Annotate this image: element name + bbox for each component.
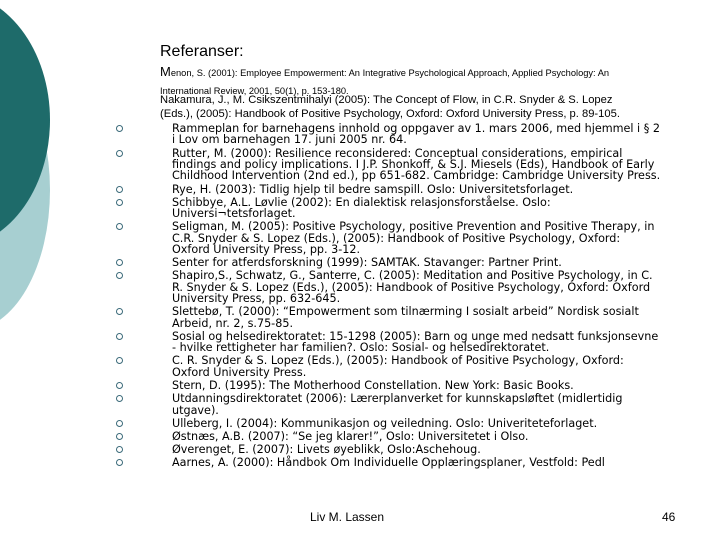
reference-item xyxy=(172,355,692,378)
reference-line: Oxford University Press. xyxy=(172,365,307,379)
reference-item xyxy=(172,184,692,195)
reference-item xyxy=(172,444,692,455)
header-ref-line: International Review, 2001, 50(1), p. 153-180. xyxy=(160,86,349,96)
footer-author: Liv M. Lassen xyxy=(310,510,385,524)
reference-line: Slettebø, T. (2000): “Empowerment som tilnærming I sosialt arbeid” Nordisk sosialt xyxy=(172,305,639,319)
reference-item xyxy=(172,418,692,429)
reference-line: utgave). xyxy=(172,403,219,417)
reference-line: Øverenget, E. (2007): Livets øyeblikk, Oslo:Aschehoug. xyxy=(172,443,481,457)
reference-line: C.R. Snyder & S. Lopez (Eds.), (2005): Handbook of Positive Psychology, Oxford: xyxy=(172,231,621,245)
circle-bullet-icon xyxy=(116,382,123,389)
slide-title: Referanser: xyxy=(160,43,244,60)
reference-item xyxy=(172,148,692,182)
header-ref-line: (Eds.), (2005): Handbook of Positive Psychology, Oxford: Oxford University Press, p. 89-105. xyxy=(160,108,620,120)
reference-line: Childhood Intervention (2nd ed.), pp 651-682. Cambridge: Cambridge University Press. xyxy=(172,169,661,183)
reference-line: Rammeplan for barnehagens innhold og oppgaver av 1. mars 2006, med hjemmel i § 2 xyxy=(172,122,660,135)
reference-item xyxy=(172,331,692,354)
header-ref-line: Menon, S. (2001): Employee Empowerment: An Integrative Psychological Approach, Applied Psychology: An xyxy=(160,64,610,79)
decorative-circles xyxy=(0,0,150,540)
reference-item xyxy=(172,221,692,255)
reference-line: University Press, pp. 632-645. xyxy=(172,292,341,306)
reference-item xyxy=(172,393,692,416)
reference-line: Aarnes, A. (2000): Håndbok Om Individuelle Opplæringsplaner, Vestfold: Pedl xyxy=(172,456,605,470)
reference-line: Universi¬tetsforlaget. xyxy=(172,207,296,221)
reference-line: Rutter, M. (2000): Resilience reconsidered: Conceptual considerations, empirical xyxy=(172,146,623,160)
circle-bullet-icon xyxy=(116,199,123,206)
circle-bullet-icon xyxy=(116,420,123,427)
reference-line: R. Snyder & S. Lopez (Eds.), (2005): Handbook of Positive Psychology, Oxford: Oxford xyxy=(172,280,651,294)
reference-item xyxy=(172,270,692,304)
circle-bullet-icon xyxy=(116,186,123,193)
reference-line: Ulleberg, I. (2004): Kommunikasjon og veiledning. Oslo: Univeriteteforlaget. xyxy=(172,416,598,430)
reference-line: Oxford University Press, pp. 3-12. xyxy=(172,243,361,257)
reference-line: Utdanningsdirektoratet (2006): Lærerplanverket for kunnskapsløftet (midlertidig xyxy=(172,392,623,406)
reference-line: i Lov om barnehagen 17. juni 2005 nr. 64. xyxy=(172,133,407,147)
reference-item xyxy=(172,431,692,442)
circle-bullet-icon xyxy=(116,125,123,132)
reference-line: Senter for atferdsforskning (1999): SAMTAK. Stavanger: Partner Print. xyxy=(172,256,562,270)
circle-bullet-icon xyxy=(116,150,123,157)
circle-bullet-icon xyxy=(116,333,123,340)
reference-line: Stern, D. (1995): The Motherhood Constellation. New York: Basic Books. xyxy=(172,379,574,393)
reference-line: C. R. Snyder & S. Lopez (Eds.), (2005): Handbook of Positive Psychology, Oxford: xyxy=(172,354,624,368)
reference-line: Østnæs, A.B. (2007): “Se jeg klarer!”, Oslo: Universitetet i Olso. xyxy=(172,429,529,443)
reference-item xyxy=(172,457,692,468)
header-ref-line: Nakamura, J., M. Csikszentmihalyi (2005): The Concept of Flow, in C.R. Snyder & S. Lopez xyxy=(160,94,613,106)
reference-line: - hvilke rettigheter har familien?. Oslo: Sosial- og helsedirektoratet. xyxy=(172,341,550,355)
reference-line: Shapiro,S., Schwatz, G., Santerre, C. (2005): Meditation and Positive Psychology, in C. xyxy=(172,269,653,283)
reference-line: Sosial og helsedirektoratet: 15-1298 (2005): Barn og unge med nedsatt funksjonsevne xyxy=(172,329,659,343)
circle-bullet-icon xyxy=(116,446,123,453)
page-number: 46 xyxy=(662,510,676,524)
reference-item xyxy=(172,380,692,391)
reference-item xyxy=(172,123,692,146)
reference-list xyxy=(172,123,692,470)
circle-bullet-icon xyxy=(116,433,123,440)
reference-item xyxy=(172,306,692,329)
reference-line: Seligman, M. (2005): Positive Psychology, positive Prevention and Positive Therapy, in xyxy=(172,220,655,234)
reference-item xyxy=(172,257,692,268)
reference-item xyxy=(172,197,692,220)
reference-line: findings and policy implications. I J.P. Shonkoff, & S.J. Miesels (Eds), Handbook of Early xyxy=(172,157,655,171)
reference-line: Schibbye, A.L. Løvlie (2002): En dialektisk relasjonsforståelse. Oslo: xyxy=(172,195,551,209)
reference-line: Rye, H. (2003): Tidlig hjelp til bedre samspill. Oslo: Universitetsforlaget. xyxy=(172,182,574,196)
reference-line: Arbeid, nr. 2, s.75-85. xyxy=(172,316,294,330)
